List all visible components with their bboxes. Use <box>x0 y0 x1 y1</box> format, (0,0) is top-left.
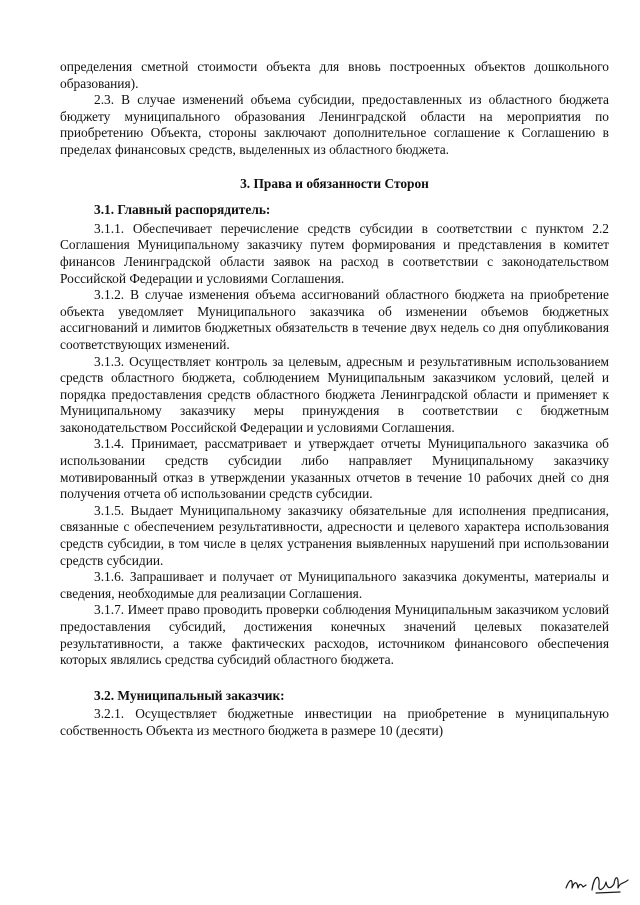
paragraph-3-2-1: 3.2.1. Осуществляет бюджетные инвестиции на приобретение в муниципальную собственность Объекта из местного бюджета в размере 10 (десяти) <box>60 706 609 738</box>
subsection-3-1-heading: 3.1. Главный распорядитель: <box>94 202 271 218</box>
paragraph-2-3: 2.3. В случае изменений объема субсидии, предоставленных из областного бюджета бюджету муниципального образования Ленинградской области на мероприятия по приобретению Объекта, стороны заключают дополнительное соглашение к Соглашению в пределах финансовых средств, выделенных из областного бюджета. <box>60 92 609 157</box>
section-3-heading: 3. Права и обязанности Сторон <box>240 175 429 191</box>
paragraph-3-1-1: 3.1.1. Обеспечивает перечисление средств субсидии в соответствии с пунктом 2.2 Соглашения Муниципальному заказчику путем формирования и представления в комитет финансов Ленинградской области заявок на расход в соответствии с законодательством Российской Федерации и условиями Соглашения. <box>60 220 609 286</box>
paragraph-3-1-4: 3.1.4. Принимает, рассматривает и утверждает отчеты Муниципального заказчика об использовании средств субсидии либо направляет Муниципальному заказчику мотивированный отказ в утверждении указанных отчетов в течение 10 рабочих дней со дня получения отчета об использовании средств субсидии. <box>60 436 609 502</box>
paragraph-3-1-5: 3.1.5. Выдает Муниципальному заказчику обязательные для исполнения предписания, связанные с обеспечением результативности, адресности и целевого характера использования средств субсидии, в том числе в целях устранения выявленных нарушений при использовании средств субсидии. <box>60 502 609 568</box>
document-body <box>60 59 609 740</box>
handwritten-signature <box>562 868 632 898</box>
paragraph-3-1-7: 3.1.7. Имеет право проводить проверки соблюдения Муниципальным заказчиком условий предоставления субсидий, достижения конечных значений целевых показателей результативности, а также фактических расходов, источником финансового обеспечения которых являлись средства субсидий областного бюджета. <box>60 602 609 668</box>
paragraph-3-1-2: 3.1.2. В случае изменения объема ассигнований областного бюджета на приобретение объекта уведомляет Муниципального заказчика об изменении объемов бюджетных ассигнований и лимитов бюджетных обязательств в течение двух недель со дня опубликования соответствующих изменений. <box>60 287 609 352</box>
paragraph-continuation: определения сметной стоимости объекта для вновь построенных объектов дошкольного образования). <box>60 59 609 91</box>
paragraph-3-1-3: 3.1.3. Осуществляет контроль за целевым, адресным и результативным использованием средств областного бюджета, соблюдением Муниципальным заказчиком условий, целей и порядка предоставления средств областного бюджета Ленинградской области и применяет к Муниципальному заказчику меры принуждения в соответствии с бюджетным законодательством Российской Федерации и условиями Соглашения. <box>60 353 609 435</box>
paragraph-3-1-6: 3.1.6. Запрашивает и получает от Муниципального заказчика документы, материалы и сведения, необходимые для реализации Соглашения. <box>60 569 609 601</box>
subsection-3-2-heading: 3.2. Муниципальный заказчик: <box>94 687 285 703</box>
